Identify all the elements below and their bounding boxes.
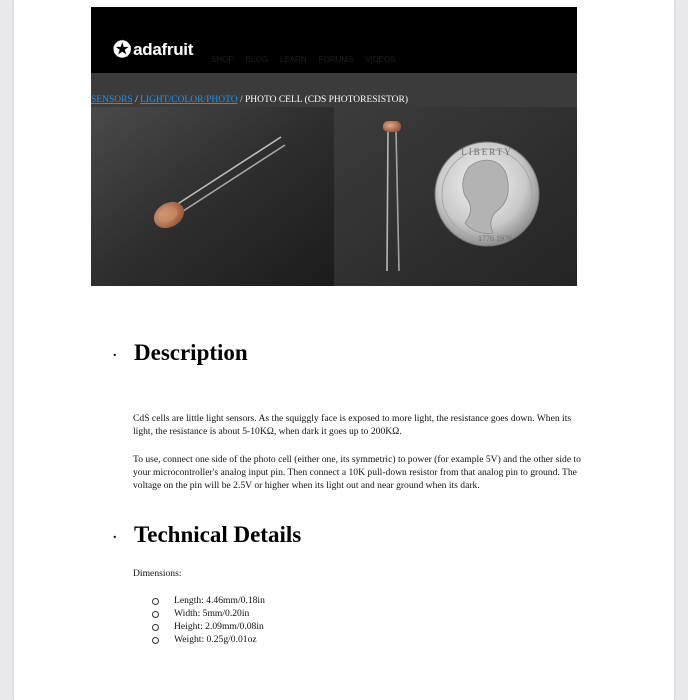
description-paragraph-1: CdS cells are little light sensors. As the squiggly face is exposed to more light, the resistance goes down. When its light, the resistance is about 5-10KΩ, when dark it goes up to 200KΩ. (133, 413, 572, 437)
bullet-icon: . (113, 527, 117, 542)
list-item (151, 621, 265, 634)
nav-item[interactable]: BLOG (245, 55, 268, 64)
site-header (91, 7, 577, 73)
list-item (151, 608, 265, 621)
circle-bullet-icon (152, 611, 159, 618)
circle-bullet-icon (152, 624, 159, 631)
logo-text: adafruit (133, 40, 194, 59)
quarter-coin-image (435, 142, 539, 246)
breadcrumb (91, 95, 408, 105)
dimensions-label: Dimensions: (133, 568, 182, 579)
star-logo-icon: ✪ (113, 37, 132, 62)
breadcrumb-current: PHOTO CELL (CDS PHOTORESISTOR) (244, 95, 408, 105)
technical-details-heading: Technical Details (134, 522, 302, 547)
dimension-length: Length: 4.46mm/0.18in (174, 595, 265, 606)
list-item (151, 595, 265, 608)
nav-item[interactable]: VIDEOS (365, 55, 396, 64)
nav-item[interactable]: SHOP (211, 55, 234, 64)
coin-top-text: LIBERTY (461, 147, 513, 157)
description-paragraph-2: To use, connect one side of the photo cell (either one, its symmetric) to power (for example 5V) and the other side to your microcontroller's analog input pin. Then connect a 10K pull-down resistor from that analog pin to ground. The voltage on the pin will be 2.5V or higher when its light out and near ground when its dark. (133, 454, 581, 491)
left-photo-background (91, 107, 334, 286)
coin-bottom-text: 1776 1976 (478, 234, 512, 243)
dimension-width: Width: 5mm/0.20in (174, 607, 250, 619)
dimension-height: Height: 2.09mm/0.08in (174, 620, 264, 632)
list-item (151, 634, 265, 647)
bullet-icon: . (113, 345, 117, 360)
circle-bullet-icon (152, 598, 159, 605)
nav-item[interactable]: FORUMS (318, 55, 354, 64)
breadcrumb-link-sensors[interactable]: SENSORS (91, 95, 133, 105)
description-heading: Description (134, 340, 248, 365)
product-photo (91, 107, 577, 286)
nav-item[interactable]: LEARN (279, 55, 307, 64)
breadcrumb-link-light-color-photo[interactable]: LIGHT/COLOR/PHOTO (140, 95, 238, 105)
header-nav (211, 55, 396, 64)
breadcrumb-separator: / (132, 95, 141, 105)
breadcrumb-separator: / (237, 95, 245, 105)
circle-bullet-icon (152, 637, 159, 644)
description-section-heading (113, 340, 248, 366)
adafruit-logo[interactable] (113, 39, 193, 61)
breadcrumb-bar (91, 73, 577, 107)
technical-section-heading (113, 522, 301, 548)
dimension-weight: Weight: 0.25g/0.01oz (174, 633, 257, 645)
dimensions-list (151, 595, 265, 647)
